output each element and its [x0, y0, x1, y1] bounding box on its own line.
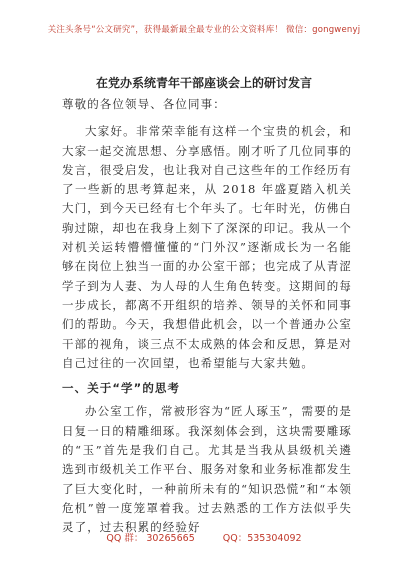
section-paragraph: 办公室工作，常被形容为“匠人琢玉”，需要的是日复一日的精雕细琢。我深刻体会到，这块需要雕琢的“玉”首先是我们自己。尤其是当我从县级机关遴选到市级机关工作平台、服务对象和业务标准都发生了巨大变化时，一种前所未有的“知识恐慌”和“本领危机”曾一度笼罩着我。过去熟悉的工作方法似乎失灵了，过去积累的经验好 — [62, 404, 352, 535]
footer-qq-group: QQ 群： 30265665 — [106, 533, 195, 544]
salutation: 尊敬的各位领导、各位同事： — [62, 97, 226, 111]
body-paragraph: 大家好。非常荣幸能有这样一个宝贵的机会，和大家一起交流思想、分享感悟。刚才听了几位同事的发言，很受启发，也让我对自己这些年的工作经历有了一些新的思考算起来，从 2018 年盛夏踏入机关大门，到今天已经有七个年头了。七年时光，仿佛白驹过隙，却也在我身上刻下了深深的印记。我从一个对机关运转懵懵懂懂的“门外汉”逐渐成长为一名能够在岗位上独当一面的办公室干部；也完成了从青涩学子到为人妻、为人母的人生角色转变。这期间的每一步成长，都离不开组织的培养、领导的关怀和同事们的帮助。今天，我想借此机会，以一个普通办公室干部的视角，谈三点不太成熟的体会和反思，算是对自己过往的一次回望，也希望能与大家共勉。 — [62, 124, 352, 370]
section-heading: 一、关于“学”的思考 — [62, 381, 181, 396]
footer — [0, 530, 408, 544]
top-banner — [0, 0, 408, 58]
banner-text: 关注头条号“公文研究”，获得最新最全最专业的公文资料库！ 微信：gongwenyj — [47, 25, 361, 35]
document-title: 在党办系统青年干部座谈会上的研讨发言 — [95, 76, 312, 90]
document-body — [62, 95, 352, 538]
footer-qq: QQ：535304092 — [222, 533, 302, 544]
